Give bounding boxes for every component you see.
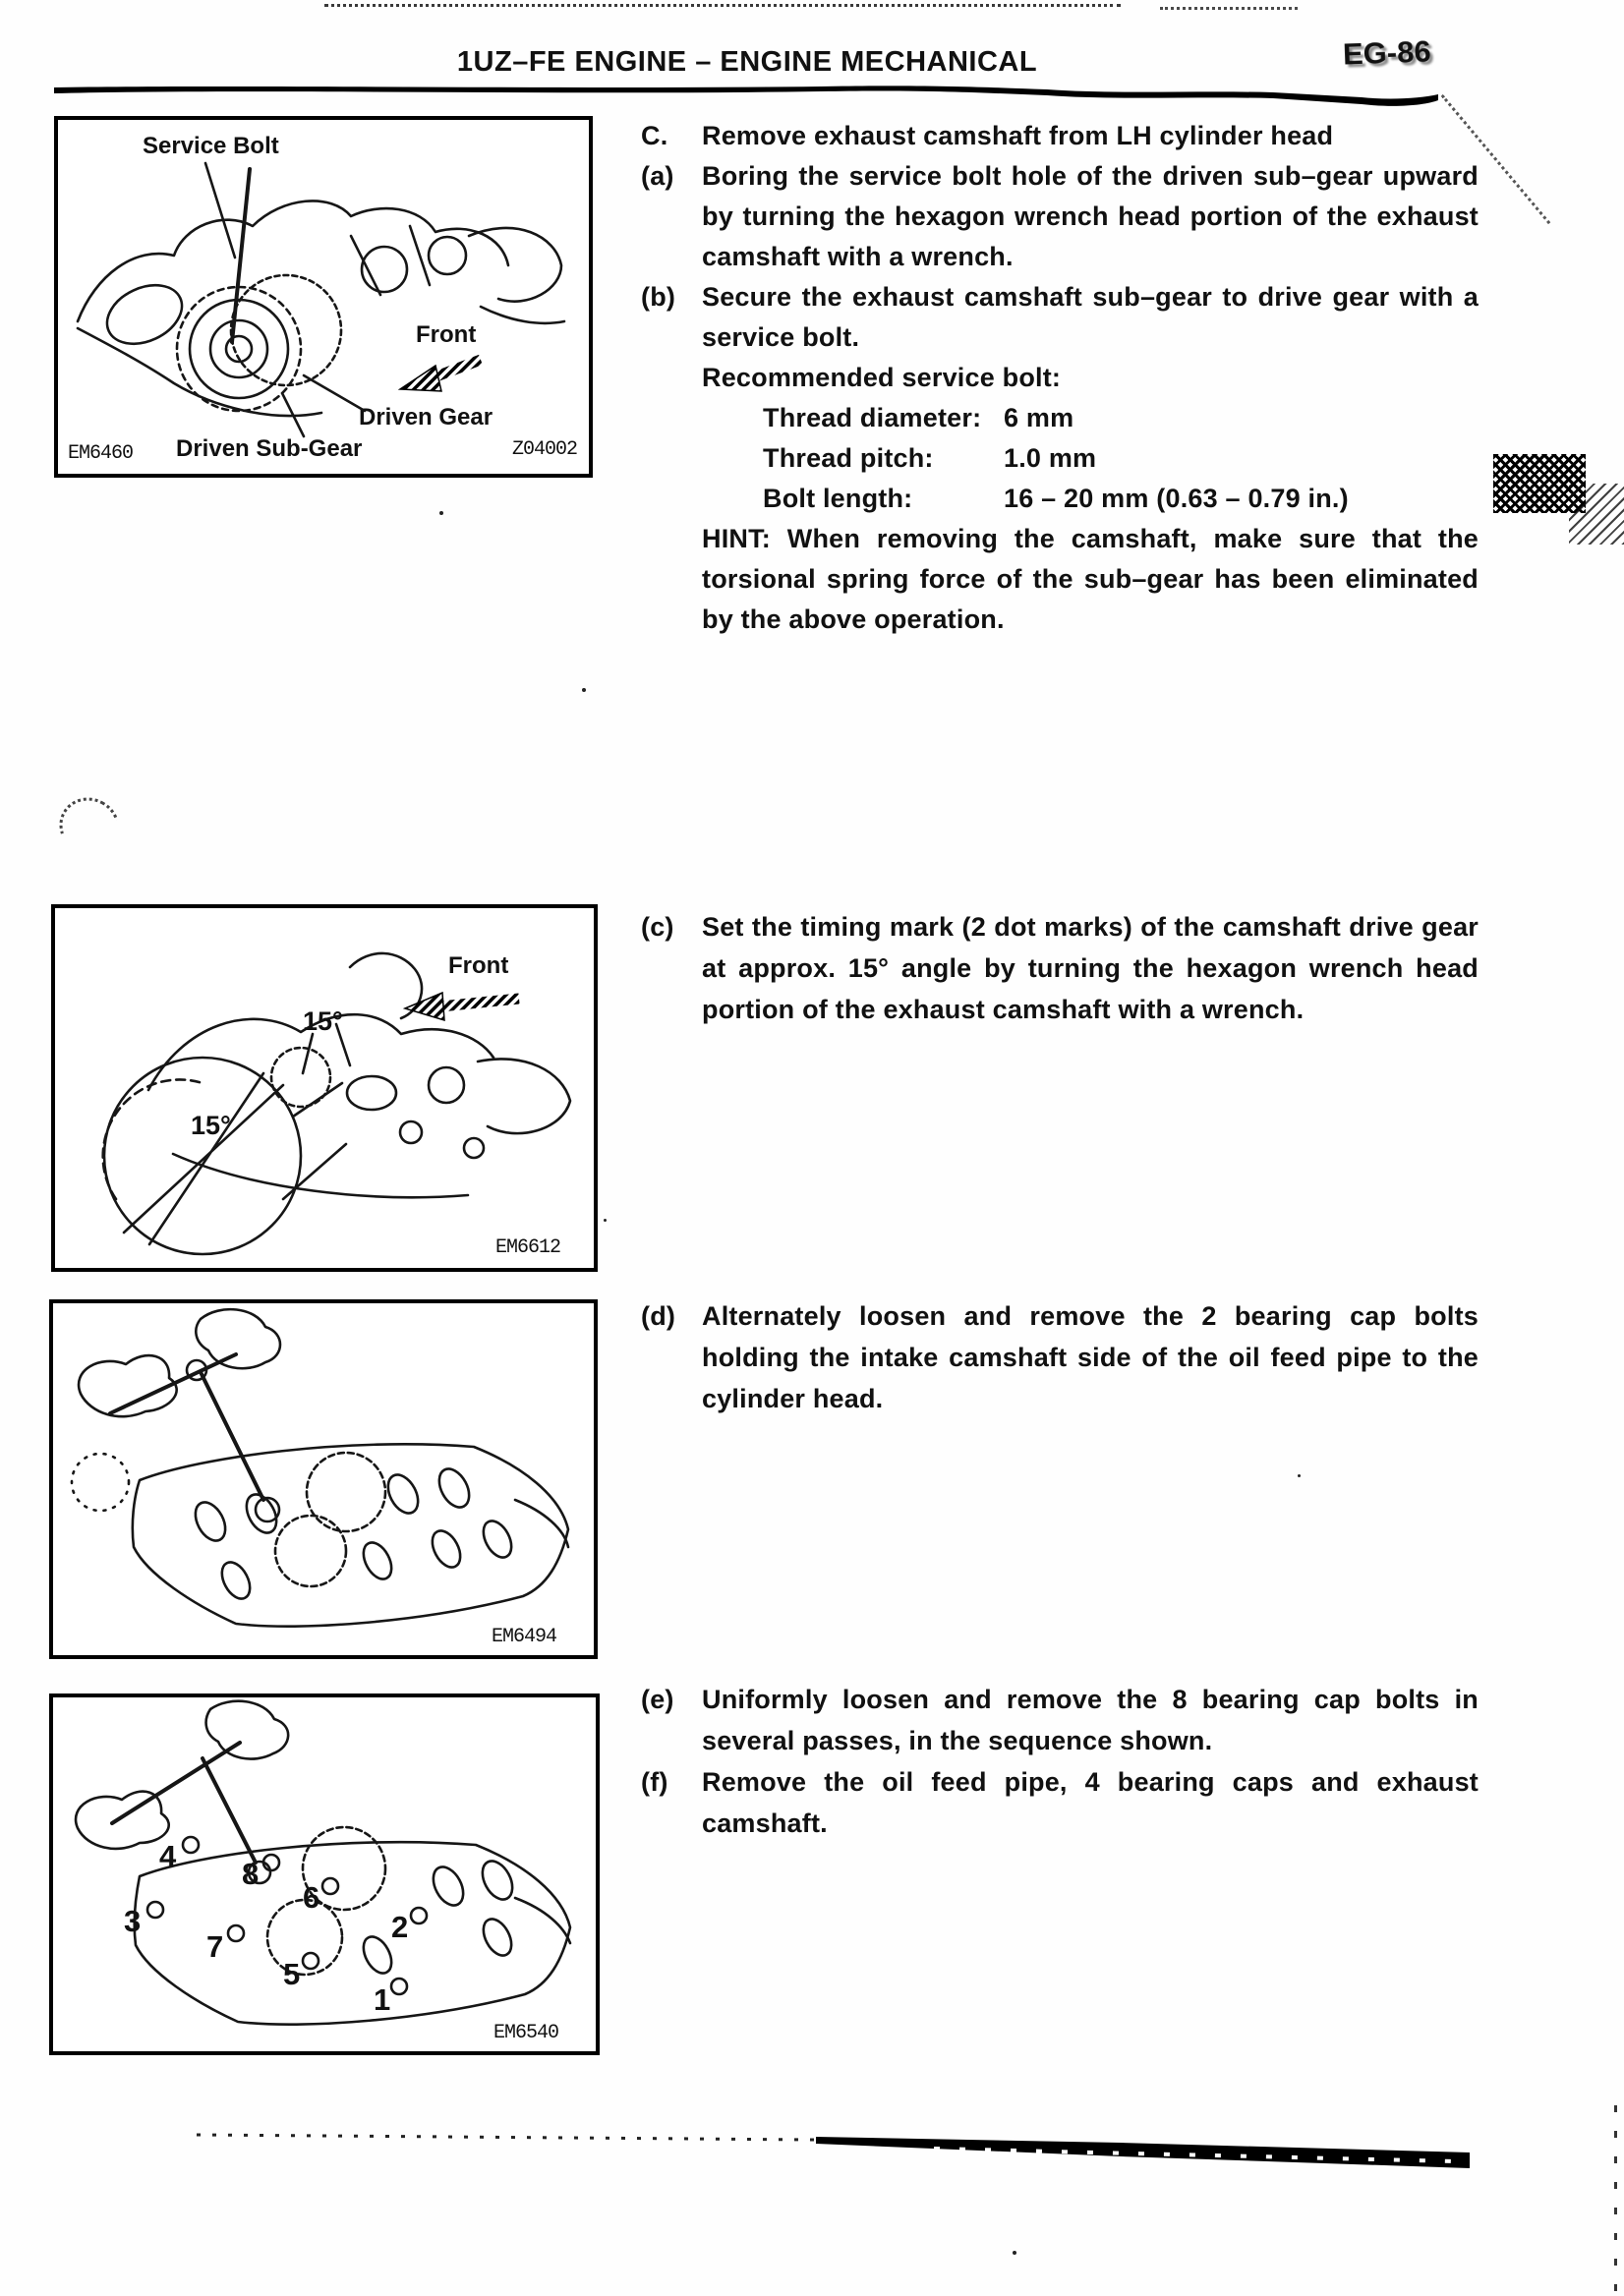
step-text: Uniformly loosen and remove the 8 bearing cap bolts in several passes, in the sequence shown. xyxy=(702,1685,1479,1755)
procedure-step-d xyxy=(641,1295,1479,1419)
scan-speck xyxy=(1298,1474,1301,1477)
scan-speck xyxy=(604,1219,607,1222)
procedure-steps-e-f xyxy=(641,1679,1479,1844)
recommended-bolt-title: Recommended service bolt: xyxy=(702,363,1062,392)
engine-illustration xyxy=(72,1309,568,1627)
step-label: (e) xyxy=(641,1685,674,1714)
bolt-number-5: 5 xyxy=(283,1957,301,1991)
hint-text: HINT: When removing the camshaft, make sure that the torsional spring force of the sub–gear has been eliminated by the above operation. xyxy=(702,524,1479,634)
bolt-number-7: 7 xyxy=(206,1929,224,1964)
spec-name: Thread diameter: xyxy=(763,403,982,432)
step-b xyxy=(641,277,1479,640)
step-label: (c) xyxy=(641,912,674,942)
scan-speck xyxy=(439,511,443,515)
spec-value: 6 mm xyxy=(1004,403,1074,432)
bolt-number-2: 2 xyxy=(391,1910,409,1944)
bolt-number-3: 3 xyxy=(124,1904,142,1938)
step-text: Secure the exhaust camshaft sub–gear to drive gear with a service bolt. xyxy=(702,282,1479,352)
step-c-main xyxy=(641,116,1479,156)
scan-artifact-ink-smudge-tail xyxy=(1569,484,1624,545)
scan-artifact-right-dots xyxy=(1614,2105,1617,2296)
step-label: (d) xyxy=(641,1301,676,1331)
scan-speck xyxy=(1013,2251,1016,2255)
step-text: Remove the oil feed pipe, 4 bearing caps and exhaust camshaft. xyxy=(702,1767,1479,1838)
step-label: (b) xyxy=(641,282,676,312)
page-number: EG-86 xyxy=(1342,33,1432,72)
fig2-label-front: Front xyxy=(448,952,509,979)
fig1-code-left: EM6460 xyxy=(68,442,134,465)
scan-artifact-top-dots xyxy=(324,4,1121,7)
engine-illustration xyxy=(76,1701,570,2025)
fig1-leader-driven-gear xyxy=(304,375,365,411)
step-text: Boring the service bolt hole of the driven sub–gear upward by turning the hexagon wrench head portion of the exhaust camshaft with a wrench. xyxy=(702,161,1479,271)
bolt-number-4: 4 xyxy=(159,1839,177,1873)
fig2-code: EM6612 xyxy=(495,1236,561,1259)
figure-timing-mark-15-deg xyxy=(51,904,598,1272)
header-rule xyxy=(54,85,1450,110)
bolt-number-8: 8 xyxy=(242,1857,260,1891)
step-e xyxy=(641,1679,1479,1761)
fig1-label-driven-sub-gear: Driven Sub-Gear xyxy=(176,435,363,462)
fig1-label-front: Front xyxy=(416,321,477,348)
step-f xyxy=(641,1761,1479,1844)
magnified-detail-circle xyxy=(103,1058,346,1254)
fig3-code: EM6494 xyxy=(492,1626,557,1647)
spec-value: 1.0 mm xyxy=(1004,443,1097,473)
bolt-number-6: 6 xyxy=(303,1880,320,1915)
figure-oil-feed-pipe-bolts xyxy=(49,1299,598,1659)
spec-name: Bolt length: xyxy=(763,484,913,513)
front-arrow-icon xyxy=(400,360,481,391)
fig1-label-service-bolt: Service Bolt xyxy=(143,133,279,159)
step-text: Alternately loosen and remove the 2 bearing cap bolts holding the intake camshaft side of the oil feed pipe to the cylinder head. xyxy=(702,1301,1479,1413)
procedure-section-c xyxy=(641,116,1479,640)
engine-illustration xyxy=(78,169,564,416)
step-label: (f) xyxy=(641,1767,668,1797)
step-a xyxy=(641,156,1479,277)
bolt-number-1: 1 xyxy=(374,1982,391,2017)
step-label: C. xyxy=(641,121,668,150)
bolt-sequence-markers xyxy=(124,1837,427,2017)
step-label: (a) xyxy=(641,161,674,191)
step-text: Remove exhaust camshaft from LH cylinder head xyxy=(702,121,1334,150)
figure-bolt-removal-sequence xyxy=(49,1693,600,2055)
scan-artifact-bottom-bar xyxy=(177,2123,1484,2182)
scan-artifact-dotted-arc xyxy=(49,787,130,866)
engine-illustration xyxy=(148,953,570,1197)
spec-value: 16 – 20 mm (0.63 – 0.79 in.) xyxy=(1004,484,1349,513)
spec-name: Thread pitch: xyxy=(763,443,934,473)
scan-artifact-top-dots2 xyxy=(1160,7,1298,10)
fig1-leader-service-bolt xyxy=(205,163,235,258)
front-arrow-icon xyxy=(405,993,519,1020)
spec-bolt-length xyxy=(702,479,1479,519)
fig1-code-right: Z04002 xyxy=(512,438,578,461)
procedure-step-c xyxy=(641,906,1479,1030)
figure-service-bolt xyxy=(54,116,593,478)
step-text: Set the timing mark (2 dot marks) of the camshaft drive gear at approx. 15° angle by turning the hexagon wrench head portion of the exhaust camshaft with a wrench. xyxy=(702,912,1479,1024)
scan-speck xyxy=(582,688,586,692)
fig2-label-angle-main: 15° xyxy=(303,1006,343,1036)
spec-thread-diameter xyxy=(702,398,1479,438)
spec-thread-pitch xyxy=(702,438,1479,479)
fig2-label-angle-zoom: 15° xyxy=(191,1111,231,1140)
page-title: 1UZ–FE ENGINE – ENGINE MECHANICAL xyxy=(456,46,1038,78)
fig4-code: EM6540 xyxy=(493,2022,559,2043)
fig1-label-driven-gear: Driven Gear xyxy=(359,404,493,430)
